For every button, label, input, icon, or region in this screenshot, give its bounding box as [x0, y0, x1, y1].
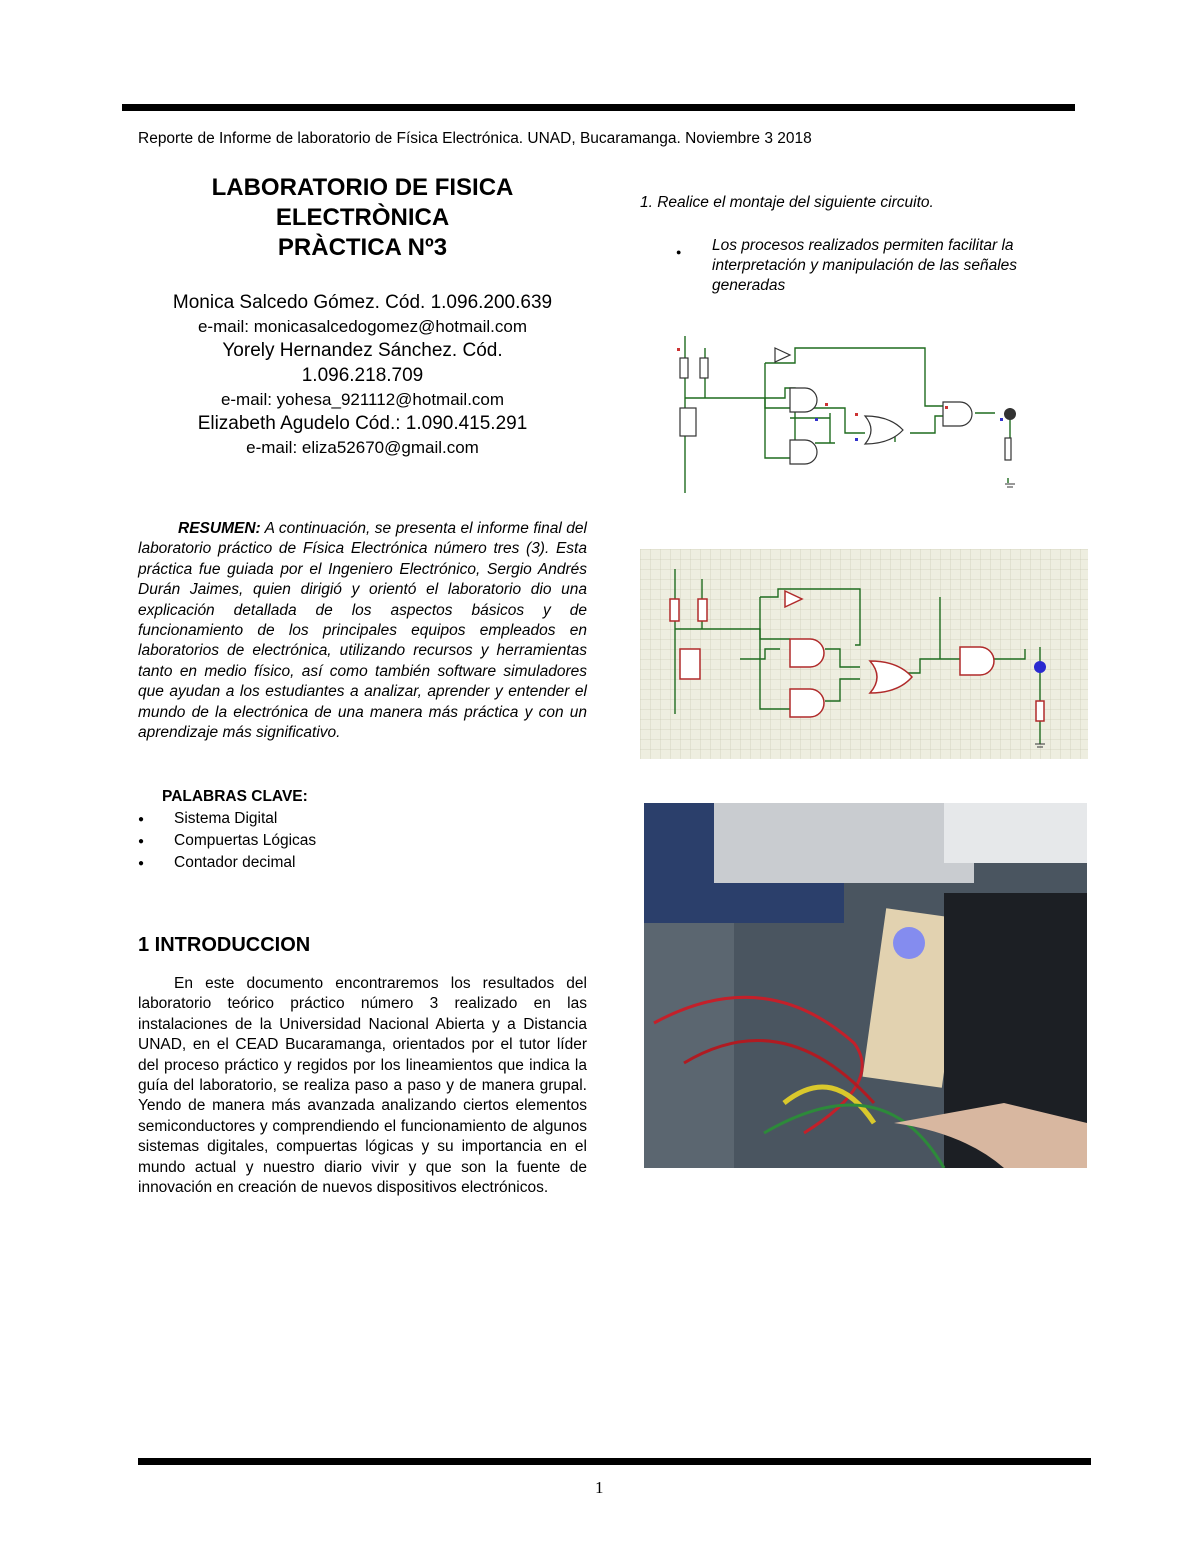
- title-line-1: LABORATORIO DE FISICA: [211, 174, 514, 201]
- circuit-simulation-image: [640, 549, 1088, 759]
- circuit-schematic-image: [655, 318, 1055, 493]
- keywords-title: PALABRAS CLAVE:: [162, 788, 308, 805]
- title-line-2: ELECTRÒNICA: [275, 204, 450, 231]
- page-number: 1: [595, 1478, 604, 1497]
- running-header: Reporte de Informe de laboratorio de Física Electrónica. UNAD, Bucaramanga. Noviembre 3 2018: [138, 130, 812, 147]
- keyword-item: ● Contador decimal: [138, 852, 587, 874]
- intro-heading: 1 INTRODUCCION: [138, 934, 311, 956]
- step-bullet: [676, 236, 1076, 296]
- keyword-item: ● Compuertas Lógicas: [138, 830, 587, 852]
- keywords: [138, 786, 587, 874]
- bottom-rule: [138, 1458, 1091, 1465]
- author-1-name: Monica Salcedo Gómez. Cód. 1.096.200.639: [172, 292, 553, 313]
- keyword-item: ● Sistema Digital: [138, 808, 587, 830]
- author-block: [140, 290, 585, 459]
- author-3-email: e-mail: eliza52670@gmail.com: [246, 438, 479, 457]
- author-1-email: e-mail: monicasalcedogomez@hotmail.com: [197, 317, 528, 336]
- keywords-list: [138, 808, 587, 874]
- led-icon: [1034, 661, 1046, 673]
- author-2-email: e-mail: yohesa_921112@hotmail.com: [220, 390, 505, 409]
- title-line-3: PRÀCTICA Nº3: [277, 234, 448, 261]
- intro-text: En este documento encontraremos los resultados del laboratorio teórico práctico número 3 realizado en las instalaciones de la Universidad Nacional Abierta y a Distancia UNAD, en el CEAD Bucaramanga, orientados por el tutor líder del proceso práctico y regidos por los lineamientos que indica la guía del laboratorio, se realiza paso a paso y de manera grupal. Yendo de manera más avanzada analizando ciertos elementos semiconductores y comprendiendo el funcionamiento de algunos sistemas digitales, compuertas lógicas y su importancia en el mundo actual y nuestro diario vivir y que son la fuente de innovación en creación de nuevos dispositivos electrónicos.: [138, 975, 587, 1197]
- abstract: [138, 519, 587, 743]
- step-instruction: 1. Realice el montaje del siguiente circuito.: [640, 194, 934, 211]
- top-rule: [122, 104, 1075, 111]
- abstract-text: A continuación, se presenta el informe final del laboratorio práctico de Física Electrónica número tres (3). Esta práctica fue guiada por el Ingeniero Electrónico, Sergio Andrés Durán Jaimes, quien dirigió y orientó el laboratorio dio una explicación detallada de los aspectos básicos y de funcionamiento de los principales equipos empleados en laboratorios de electrónica, utilizando recursos y herramientas tanto en medio físico, así como también software simuladores que ayudan a los estudiantes a analizar, aprender y entender el mundo de la electrónica de una manera más práctica y con un aprendizaje más significativo.: [138, 520, 587, 742]
- bullet-dot-icon: ●: [676, 247, 682, 257]
- author-2-code: 1.096.218.709: [301, 365, 424, 386]
- step-bullet-text: Los procesos realizados permiten facilitar la interpretación y manipulación de las señales generadas: [712, 237, 1018, 294]
- led-icon: [1004, 408, 1016, 420]
- author-2-name: Yorely Hernandez Sánchez. Cód.: [222, 340, 503, 361]
- author-3-name: Elizabeth Agudelo Cód.: 1.090.415.291: [197, 413, 528, 434]
- lab-photo-image: [644, 803, 1087, 1168]
- abstract-label: RESUMEN:: [178, 520, 261, 537]
- paper-title: [140, 173, 585, 263]
